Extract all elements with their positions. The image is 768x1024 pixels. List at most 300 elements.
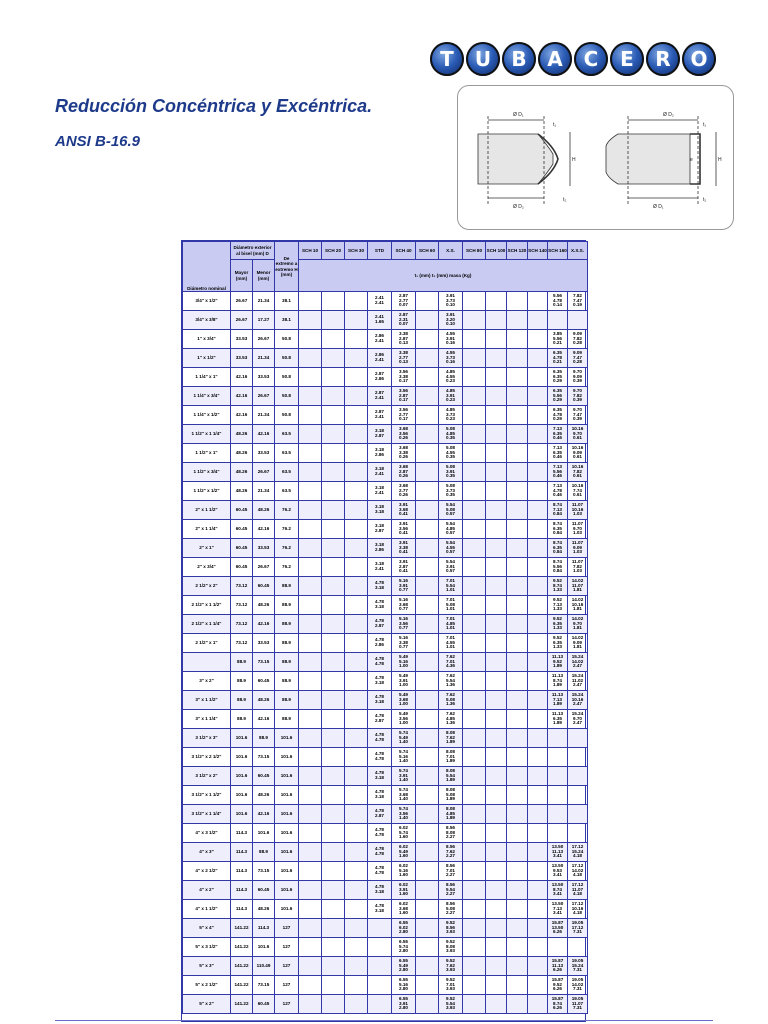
cell-line: 6.02	[399, 843, 408, 849]
cell-line: 6.35	[553, 430, 562, 436]
cell-line: 3.38	[399, 544, 408, 550]
cell-line: 19.05	[571, 976, 584, 982]
cell-sch160	[548, 501, 568, 520]
cell-menor: 73.15	[253, 862, 275, 881]
cell-std	[368, 387, 392, 406]
cell-line: 7.13	[553, 696, 562, 702]
cell-sch140	[528, 577, 548, 596]
table-row	[183, 520, 588, 539]
cell-line: 3.68	[399, 463, 408, 469]
cell-sch20	[322, 520, 345, 539]
cell-line: 0.77	[399, 587, 408, 593]
cell-n: 1 1/2" x 1"	[183, 444, 231, 463]
label-d1-a: Ø D₁	[513, 112, 524, 118]
cell-h: 101.6	[275, 900, 299, 919]
cell-sch30	[345, 634, 368, 653]
cell-line: 11.07	[571, 558, 584, 564]
cell-line: 3.18	[375, 775, 384, 780]
cell-std	[368, 995, 392, 1014]
cell-sch80	[463, 767, 486, 786]
cell-sch100	[486, 919, 507, 938]
cell-n: 4" x 3"	[183, 843, 231, 862]
cell-sch40	[392, 976, 416, 995]
cell-mayor: 48.26	[231, 444, 253, 463]
cell-line: 3.18	[375, 504, 384, 510]
cell-line: 4.55	[446, 544, 455, 550]
cell-xs	[439, 881, 463, 900]
cell-sch60	[416, 520, 439, 539]
cell-line: 13.50	[551, 862, 564, 868]
cell-std	[368, 672, 392, 691]
cell-sch60	[416, 425, 439, 444]
cell-mayor: 60.45	[231, 501, 253, 520]
cell-sch40	[392, 387, 416, 406]
cell-sch40	[392, 672, 416, 691]
cell-line: 7.13	[553, 463, 562, 469]
cell-sch60	[416, 957, 439, 976]
cell-line: 11.07	[571, 886, 584, 892]
cell-sch20	[322, 539, 345, 558]
cell-line: 2.27	[446, 834, 455, 840]
cell-sch160	[548, 596, 568, 615]
cell-line: 6.35	[553, 525, 562, 531]
cell-line: 4.78	[375, 675, 384, 681]
cell-line: 0.23	[446, 416, 455, 422]
cell-line: 8.74	[553, 677, 562, 683]
cell-sch10	[299, 596, 322, 615]
cell-line: 3.93	[446, 1005, 455, 1011]
cell-h: 63.5	[275, 425, 299, 444]
cell-line: 3.68	[399, 444, 408, 450]
logo-letter: B	[502, 42, 536, 76]
cell-line: 5.54	[446, 1000, 455, 1006]
cell-n: 4" x 2 1/2"	[183, 862, 231, 881]
cell-line: 11.13	[551, 691, 564, 697]
cell-sch120	[507, 824, 528, 843]
cell-sch40	[392, 501, 416, 520]
cell-sch20	[322, 938, 345, 957]
cell-sch10	[299, 824, 322, 843]
cell-sch20	[322, 729, 345, 748]
cell-sch80	[463, 463, 486, 482]
cell-n	[183, 653, 231, 672]
cell-sch60	[416, 558, 439, 577]
cell-sch140	[528, 976, 548, 995]
cell-line: 15.24	[571, 672, 584, 678]
cell-line: 8.56	[446, 924, 455, 930]
header-sch40: SCH 40	[392, 242, 416, 260]
cell-line: 9.52	[553, 658, 562, 664]
cell-line: 5.49	[399, 962, 408, 968]
table-row	[183, 976, 588, 995]
cell-line: 9.70	[573, 406, 582, 412]
cell-sch30	[345, 615, 368, 634]
cell-menor: 21.34	[253, 292, 275, 311]
label-e: e	[690, 157, 693, 163]
cell-sch160	[548, 558, 568, 577]
cell-menor: 101.6	[253, 824, 275, 843]
cell-line: 15.87	[551, 995, 564, 1001]
cell-n: 1 1/4" x 1"	[183, 368, 231, 387]
cell-sch140	[528, 634, 548, 653]
cell-line: 1.00	[399, 663, 408, 669]
cell-sch60	[416, 672, 439, 691]
cell-mayor: 26.67	[231, 292, 253, 311]
cell-line: 9.09	[573, 373, 582, 379]
cell-std	[368, 653, 392, 672]
cell-line: 5.16	[399, 753, 408, 759]
cell-sch140	[528, 330, 548, 349]
cell-line: 9.52	[553, 577, 562, 583]
cell-line: 0.84	[553, 568, 562, 574]
cell-line: 11.07	[571, 539, 584, 545]
cell-line: 0.77	[399, 606, 408, 612]
cell-line: 3.91	[399, 539, 408, 545]
cell-line: 7.31	[573, 1005, 582, 1011]
cell-h: 127	[275, 957, 299, 976]
cell-xxs	[568, 805, 588, 824]
cell-sch80	[463, 824, 486, 843]
cell-line: 7.13	[553, 905, 562, 911]
cell-line: 3.20	[446, 316, 455, 322]
cell-line: 2.86	[375, 452, 384, 457]
cell-line: 4.55	[446, 639, 455, 645]
cell-line: 9.70	[573, 525, 582, 531]
cell-sch160	[548, 425, 568, 444]
cell-line: 0.10	[446, 321, 455, 327]
cell-sch40	[392, 482, 416, 501]
cell-sch30	[345, 995, 368, 1014]
cell-line: 7.01	[446, 596, 455, 602]
cell-line: 6.55	[399, 995, 408, 1001]
cell-line: 6.02	[399, 824, 408, 830]
cell-mayor: 33.53	[231, 330, 253, 349]
cell-line: 3.68	[399, 696, 408, 702]
cell-sch40	[392, 463, 416, 482]
cell-sch80	[463, 577, 486, 596]
cell-xs	[439, 672, 463, 691]
cell-line: 1.00	[399, 720, 408, 726]
header-sch140: SCH 140	[528, 242, 548, 260]
cell-line: 9.70	[573, 368, 582, 374]
cell-line: 10.16	[571, 425, 584, 431]
cell-h: 88.9	[275, 615, 299, 634]
label-d2-a: Ø D₂	[513, 204, 524, 210]
cell-sch40	[392, 824, 416, 843]
table-row	[183, 596, 588, 615]
cell-line: 3.18	[375, 542, 384, 548]
cell-sch30	[345, 444, 368, 463]
cell-line: 0.84	[553, 511, 562, 517]
cell-line: 5.16	[399, 634, 408, 640]
table-row	[183, 330, 588, 349]
cell-line: 2.41	[375, 295, 384, 301]
cell-std	[368, 349, 392, 368]
cell-line: 7.13	[553, 444, 562, 450]
cell-line: 13.50	[551, 881, 564, 887]
header-de-extremo: De extremo a extremo H (mm)	[275, 242, 299, 292]
cell-sch60	[416, 634, 439, 653]
cell-sch140	[528, 425, 548, 444]
cell-line: 0.46	[553, 473, 562, 479]
cell-line: 3.38	[399, 349, 408, 355]
cell-h: 50.8	[275, 349, 299, 368]
cell-sch10	[299, 938, 322, 957]
reducer-drawing	[458, 86, 735, 231]
cell-sch80	[463, 862, 486, 881]
cell-line: 0.19	[573, 302, 582, 308]
cell-line: 8.56	[446, 824, 455, 830]
cell-line: 5.08	[446, 463, 455, 469]
cell-line: 3.38	[399, 449, 408, 455]
cell-sch20	[322, 444, 345, 463]
header-std: STD	[368, 242, 392, 260]
cell-sch30	[345, 976, 368, 995]
cell-line: 9.09	[573, 330, 582, 336]
cell-sch80	[463, 387, 486, 406]
cell-sch60	[416, 539, 439, 558]
table-row	[183, 463, 588, 482]
cell-line: 8.08	[446, 767, 455, 773]
cell-xs	[439, 653, 463, 672]
cell-line: 9.70	[573, 620, 582, 626]
cell-sch10	[299, 349, 322, 368]
cell-h: 127	[275, 995, 299, 1014]
cell-line: 0.41	[399, 511, 408, 517]
cell-std	[368, 292, 392, 311]
cell-sch30	[345, 748, 368, 767]
cell-sch30	[345, 539, 368, 558]
cell-line: 9.09	[573, 639, 582, 645]
cell-line: 11.13	[551, 848, 564, 854]
cell-menor: 88.9	[253, 843, 275, 862]
cell-line: 3.91	[446, 563, 455, 569]
cell-line: 0.16	[446, 340, 455, 346]
cell-sch140	[528, 520, 548, 539]
cell-n: 3" x 1 1/2"	[183, 691, 231, 710]
cell-line: 4.85	[446, 620, 455, 626]
cell-xxs	[568, 349, 588, 368]
cell-sch160	[548, 444, 568, 463]
cell-line: 8.08	[446, 786, 455, 792]
cell-sch30	[345, 501, 368, 520]
cell-menor: 48.26	[253, 691, 275, 710]
cell-line: 17.12	[571, 843, 584, 849]
cell-line: 0.41	[399, 530, 408, 536]
cell-std	[368, 824, 392, 843]
cell-mayor: 114.3	[231, 900, 253, 919]
cell-sch140	[528, 805, 548, 824]
cell-sch20	[322, 957, 345, 976]
cell-sch160	[548, 691, 568, 710]
logo-letter: E	[610, 42, 644, 76]
cell-line: 3.91	[446, 392, 455, 398]
cell-sch40	[392, 311, 416, 330]
table-row	[183, 292, 588, 311]
cell-xs	[439, 387, 463, 406]
cell-line: 7.47	[573, 354, 582, 360]
cell-line: 6.26	[553, 1005, 562, 1011]
cell-mayor: 48.26	[231, 425, 253, 444]
table-row	[183, 368, 588, 387]
cell-sch160	[548, 729, 568, 748]
cell-sch140	[528, 862, 548, 881]
cell-line: 1.03	[573, 530, 582, 536]
cell-sch100	[486, 976, 507, 995]
cell-line: 3.41	[553, 872, 562, 878]
cell-line: 1.81	[573, 606, 582, 612]
cell-sch10	[299, 881, 322, 900]
cell-sch140	[528, 748, 548, 767]
cell-sch30	[345, 729, 368, 748]
cell-line: 14.02	[571, 981, 584, 987]
cell-sch30	[345, 805, 368, 824]
table-row	[183, 425, 588, 444]
cell-xxs	[568, 748, 588, 767]
cell-n: 3/4" x 3/8"	[183, 311, 231, 330]
cell-std	[368, 786, 392, 805]
cell-mayor: 101.6	[231, 805, 253, 824]
cell-line: 1.60	[399, 834, 408, 840]
cell-line: 2.41	[375, 395, 384, 400]
cell-line: 4.78	[375, 846, 384, 852]
cell-n: 2 1/2" x 1 1/4"	[183, 615, 231, 634]
cell-line: 7.13	[553, 506, 562, 512]
cell-sch30	[345, 577, 368, 596]
cell-sch120	[507, 634, 528, 653]
cell-line: 4.78	[375, 637, 384, 643]
cell-line: 9.52	[553, 615, 562, 621]
cell-line: 1.01	[446, 587, 455, 593]
cell-xxs	[568, 843, 588, 862]
cell-sch10	[299, 425, 322, 444]
cell-line: 2.77	[399, 297, 408, 303]
tubacero-logo	[430, 42, 716, 78]
cell-line: 9.52	[446, 957, 455, 963]
cell-xxs	[568, 558, 588, 577]
cell-sch120	[507, 748, 528, 767]
cell-line: 2.86	[375, 352, 384, 358]
cell-line: 1.89	[446, 777, 455, 783]
cell-sch20	[322, 672, 345, 691]
table-row	[183, 862, 588, 881]
cell-sch100	[486, 843, 507, 862]
cell-mayor: 73.12	[231, 596, 253, 615]
cell-sch100	[486, 786, 507, 805]
cell-menor: 60.45	[253, 672, 275, 691]
cell-line: 4.78	[375, 884, 384, 890]
cell-sch100	[486, 691, 507, 710]
cell-sch10	[299, 444, 322, 463]
cell-line: 4.78	[375, 751, 384, 757]
header-t-label: t₁ (mm) t₂ (mm) masa (Kg)	[299, 260, 588, 292]
cell-line: 0.61	[573, 454, 582, 460]
cell-line: 0.26	[399, 473, 408, 479]
cell-line: 0.13	[399, 340, 408, 346]
cell-xs	[439, 900, 463, 919]
cell-std	[368, 938, 392, 957]
cell-sch60	[416, 368, 439, 387]
cell-sch140	[528, 672, 548, 691]
cell-sch80	[463, 691, 486, 710]
cell-n: 2" x 3/4"	[183, 558, 231, 577]
cell-sch120	[507, 900, 528, 919]
cell-sch10	[299, 710, 322, 729]
cell-sch120	[507, 577, 528, 596]
cell-menor: 26.67	[253, 330, 275, 349]
cell-xs	[439, 311, 463, 330]
cell-line: 9.09	[573, 349, 582, 355]
cell-line: 3.85	[553, 330, 562, 336]
cell-line: 19.05	[571, 919, 584, 925]
cell-sch30	[345, 710, 368, 729]
cell-sch10	[299, 330, 322, 349]
cell-line: 17.12	[571, 924, 584, 930]
cell-sch20	[322, 463, 345, 482]
cell-line: 5.08	[446, 444, 455, 450]
cell-line: 0.46	[553, 435, 562, 441]
cell-line: 3.93	[446, 986, 455, 992]
cell-xxs	[568, 976, 588, 995]
cell-line: 2.41	[375, 300, 384, 305]
cell-mayor: 141.22	[231, 957, 253, 976]
cell-line: 3.56	[399, 368, 408, 374]
cell-line: 7.47	[573, 297, 582, 303]
cell-line: 15.24	[571, 691, 584, 697]
cell-line: 11.07	[571, 501, 584, 507]
cell-xxs	[568, 482, 588, 501]
cell-line: 1.40	[399, 758, 408, 764]
cell-xxs	[568, 691, 588, 710]
cell-sch100	[486, 634, 507, 653]
cell-sch160	[548, 767, 568, 786]
cell-line: 7.01	[446, 867, 455, 873]
cell-line: 6.35	[553, 639, 562, 645]
cell-sch40	[392, 691, 416, 710]
cell-sch40	[392, 748, 416, 767]
cell-std	[368, 406, 392, 425]
cell-line: 2.80	[399, 986, 408, 992]
cell-xs	[439, 349, 463, 368]
cell-sch160	[548, 406, 568, 425]
cell-line: 8.08	[446, 748, 455, 754]
cell-sch60	[416, 786, 439, 805]
cell-line: 15.87	[551, 919, 564, 925]
cell-line: 0.41	[399, 568, 408, 574]
cell-xs	[439, 938, 463, 957]
cell-sch80	[463, 957, 486, 976]
cell-line: 1.81	[573, 644, 582, 650]
cell-mayor: 114.3	[231, 824, 253, 843]
cell-sch120	[507, 767, 528, 786]
cell-sch80	[463, 938, 486, 957]
cell-sch60	[416, 577, 439, 596]
cell-line: 9.52	[446, 938, 455, 944]
cell-line: 9.52	[446, 919, 455, 925]
cell-line: 7.01	[446, 753, 455, 759]
cell-line: 0.46	[553, 454, 562, 460]
cell-sch100	[486, 539, 507, 558]
cell-line: 3.91	[446, 468, 455, 474]
cell-line: 4.78	[375, 737, 384, 742]
cell-xxs	[568, 596, 588, 615]
cell-line: 4.78	[375, 713, 384, 719]
cell-sch80	[463, 482, 486, 501]
cell-sch30	[345, 862, 368, 881]
cell-n: 2 1/2" x 1"	[183, 634, 231, 653]
cell-line: 3.68	[399, 601, 408, 607]
cell-h: 127	[275, 938, 299, 957]
